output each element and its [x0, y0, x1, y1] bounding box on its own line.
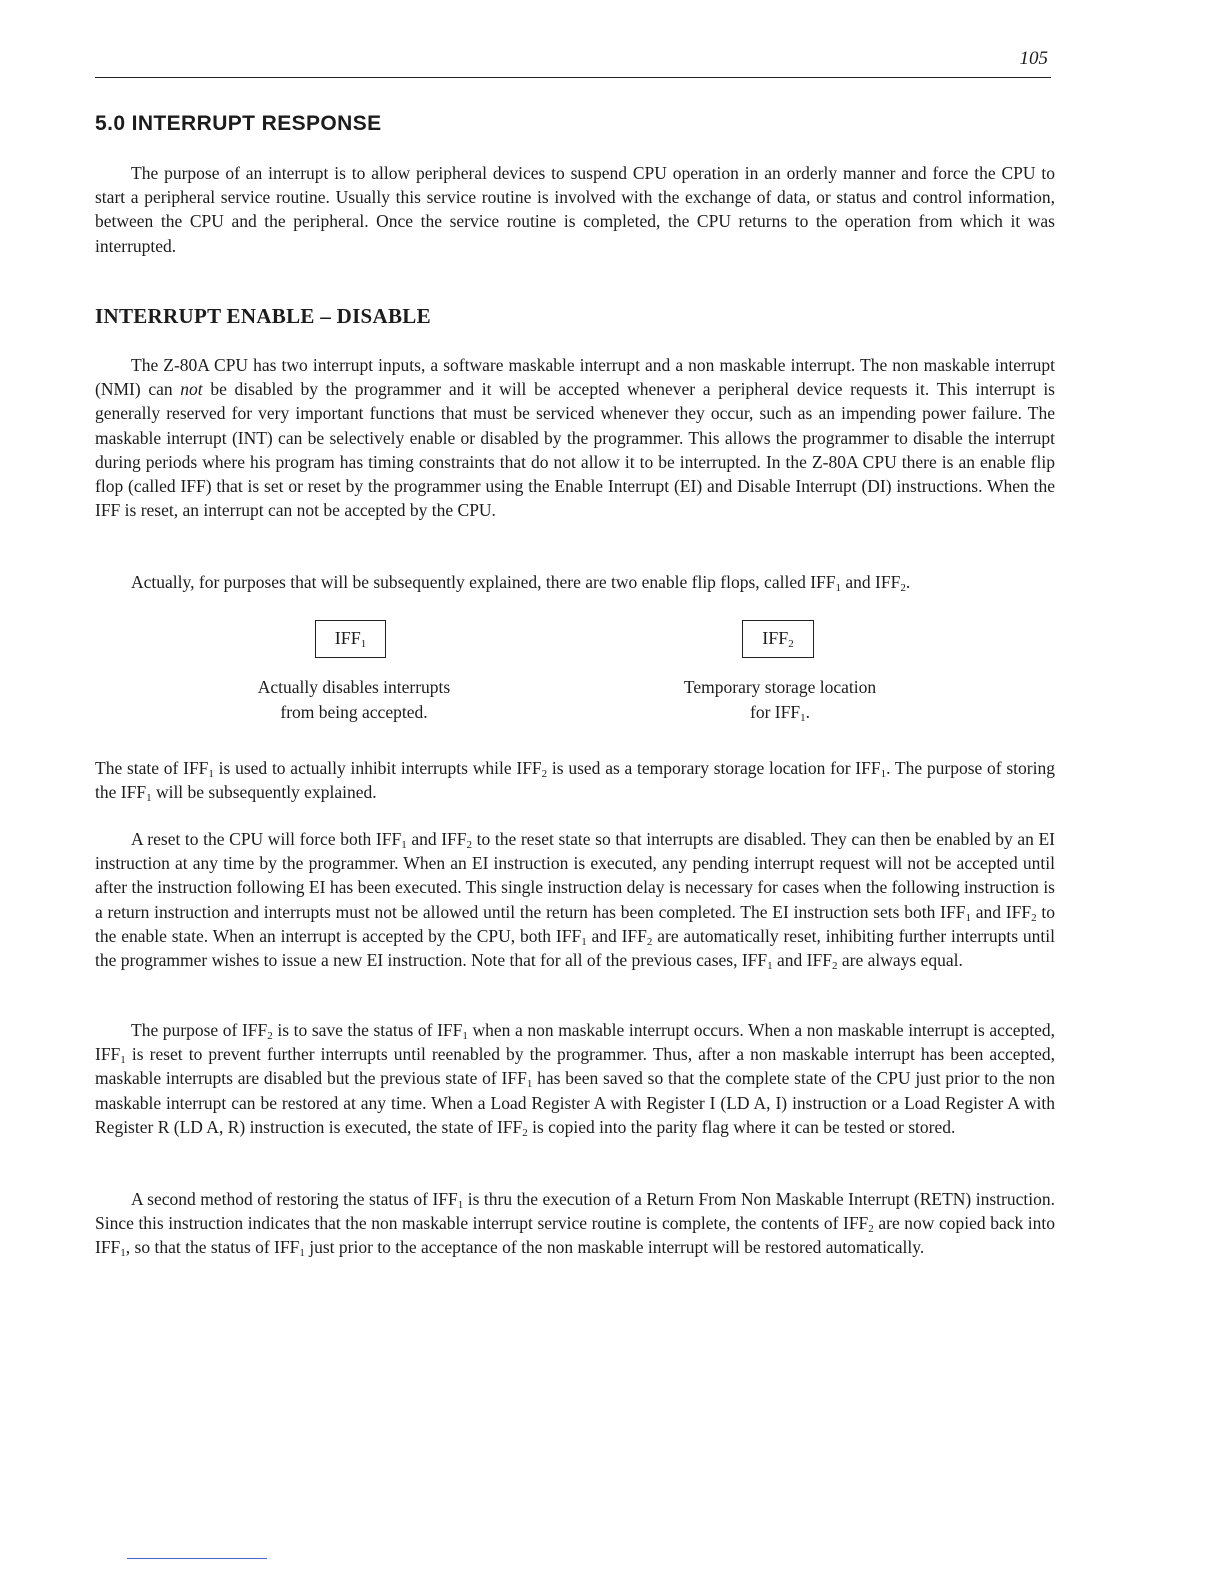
iff2-caption: Temporary storage location for $IFF_1$.	[683, 677, 877, 724]
emphasis-not: not	[180, 379, 203, 400]
iff2-ref: $IFF_2$	[875, 572, 906, 594]
iff1-caption: Actually disables interrupts from being accepted.	[257, 677, 451, 722]
paragraph-interrupt-inputs: The Z-80A CPU has two interrupt inputs, a software maskable interrupt and a non maskable interrupt. The non maskable interrupt (NMI) can not be disabled by the programmer and it will be accepted whenever a peripheral device requests it. This interrupt is generally reserved for very important functions that must be serviced whenever they occur, such as an impending power failure. The maskable interrupt (INT) can be selectively enable or disabled by the programmer. This allows the programmer to disable the interrupt during periods where his program has timing constraints that do not allow it to be interrupted. In the Z-80A CPU there is an enable flip flop (called IFF) that is set or reset by the programmer using the Enable Interrupt (EI) and Disable Interrupt (DI) instructions. When the IFF is reset, an interrupt can not be accepted by the CPU.	[95, 355, 1055, 521]
iff1-ref: $IFF_1$	[810, 572, 842, 594]
footer-rule	[127, 1558, 267, 1559]
paragraph-retn: A second method of restoring the status of $IFF_1$ is thru the execution of a Return From Non Maskable Interrupt (RETN) instruction. Since this instruction indicates that the non maskable interrupt service routine is complete, the contents of $IFF_2$ are now copied back into $IFF_1$, so that the status of $IFF_1$ just prior to the acceptance of the non maskable interrupt will be restored automatically.	[95, 1189, 1056, 1260]
paragraph-reset: A reset to the CPU will force both $IFF_1$ and $IFF_2$ to the reset state so that interrupts are disabled. They can then be enabled by an EI instruction at any time by the programmer. When an EI instruction is executed, any pending interrupt request will not be accepted until after the instruction following EI has been executed. This single instruction delay is necessary for cases when the following instruction is a return instruction and interrupts must not be allowed until the return has been completed. The EI instruction sets both $IFF_1$ and $IFF_2$ to the enable state. When an interrupt is accepted by the CPU, both $IFF_1$ and $IFF_2$ are automatically reset, inhibiting further interrupts until the programmer wishes to issue a new EI instruction. Note that for all of the previous cases, $IFF_1$ and $IFF_2$ are always equal.	[95, 829, 1056, 973]
subsection-heading: INTERRUPT ENABLE – DISABLE	[95, 304, 431, 328]
section-heading: 5.0 INTERRUPT RESPONSE	[95, 112, 382, 135]
iff2-box: $IFF_2$	[742, 620, 814, 658]
intro-paragraph: The purpose of an interrupt is to allow peripheral devices to suspend CPU operation in an orderly manner and force the CPU to start a peripheral service routine. Usually this service routine is involved with the exchange of data, or status and control information, between the CPU and the peripheral. Once the service routine is completed, the CPU returns to the operation from which it was interrupted.	[95, 163, 1055, 256]
iff1-box: $IFF_1$	[315, 620, 386, 658]
header-rule	[95, 77, 1051, 78]
paragraph-purpose-of-iff2: The purpose of $IFF_2$ is to save the status of $IFF_1$ when a non maskable interrupt occurs. When a non maskable interrupt is accepted, $IFF_1$ is reset to prevent further interrupts until reenabled by the programmer. Thus, after a non maskable interrupt has been accepted, maskable interrupts are disabled but the previous state of $IFF_1$ has been saved so that the complete state of the CPU just prior to the non maskable interrupt can be restored at any time. When a Load Register A with Register I (LD A, I) instruction or a Load Register A with Register R (LD A, R) instruction is executed, the state of $IFF_2$ is copied into the parity flag where it can be tested or stored.	[95, 1020, 1056, 1139]
page-number: 105	[1019, 48, 1048, 69]
paragraph-state-of-iff1: The state of $IFF_1$ is used to actually inhibit interrupts while $IFF_2$ is used as a temporary storage location for $IFF_1$. The purpose of storing the $IFF_1$ will be subsequently explained.	[95, 758, 1055, 805]
paragraph-two-flip-flops: Actually, for purposes that will be subsequently explained, there are two enable flip flops, called $IFF_1$ and $IFF_2$.	[131, 572, 911, 594]
